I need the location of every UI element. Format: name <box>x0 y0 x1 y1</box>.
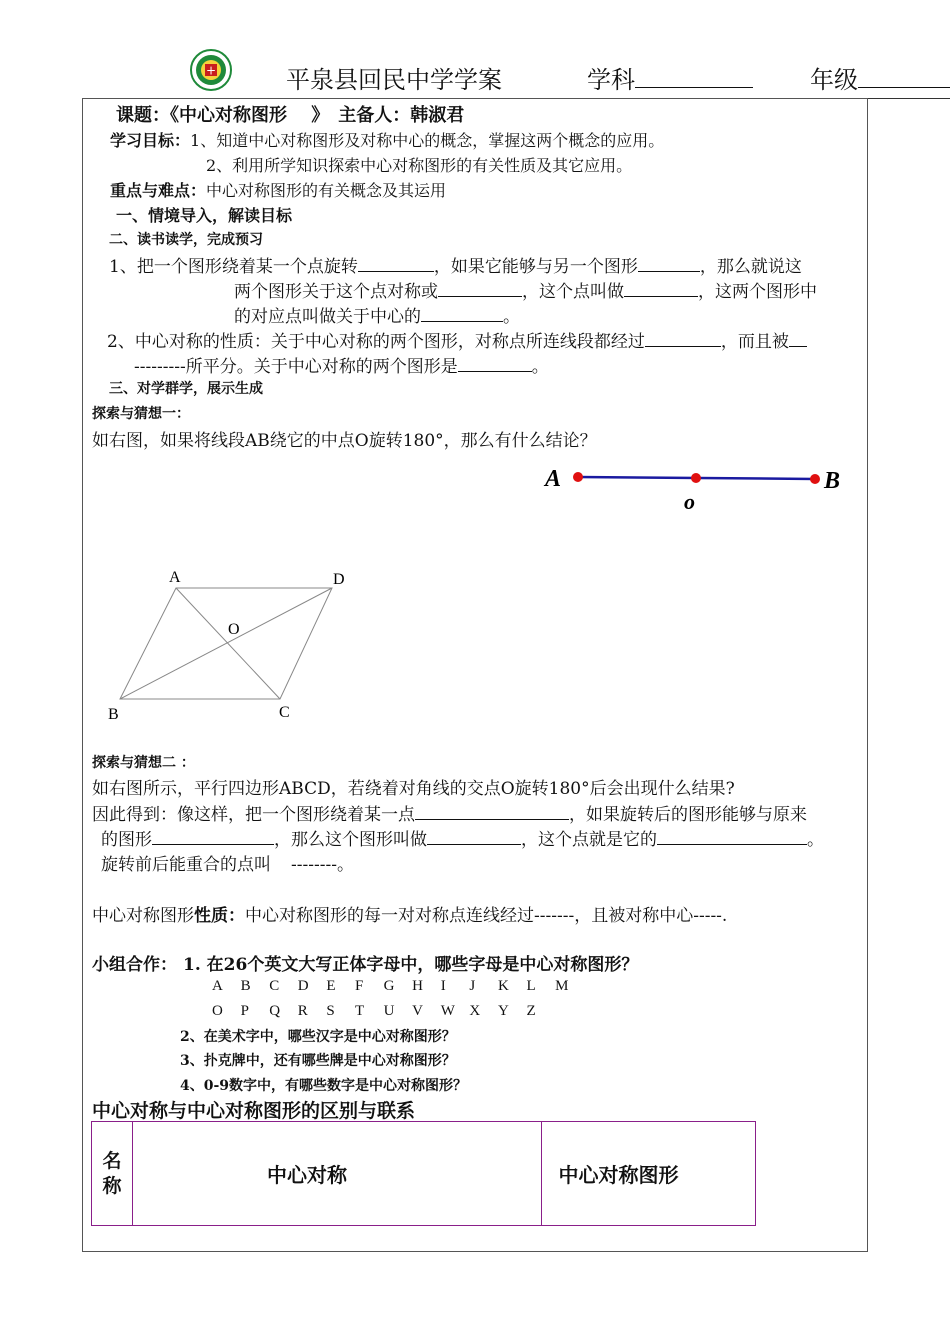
central-symmetric-figure-cell: 中心对称图形 <box>542 1122 756 1226</box>
name-cell <box>92 1122 133 1226</box>
school-title: 平泉县回民中学学案 <box>286 66 502 94</box>
e2-blank-1 <box>415 801 569 820</box>
vertex-o: O <box>228 621 240 638</box>
label-b: B <box>824 468 841 494</box>
letter: L <box>526 978 536 994</box>
letter: H <box>412 978 423 994</box>
q1-blank-4 <box>624 278 698 297</box>
e2-blank-2 <box>152 826 274 845</box>
goals-line-1 <box>110 128 664 151</box>
q2-blank-3 <box>458 353 532 372</box>
explore2-line1 <box>92 800 807 825</box>
e2-part-5: ，这个点就是它的 <box>521 830 657 850</box>
explore2-line2 <box>101 825 824 850</box>
explore1-title: 探索与猜想一： <box>92 406 190 422</box>
q1-blank-3 <box>438 278 522 297</box>
q1-part-h: 。 <box>503 307 520 327</box>
q2-part-b: ，而且被 <box>720 332 789 352</box>
q2-part-a: 2、中心对称的性质：关于中心对称的两个图形，对称点所连线段都经过 <box>107 332 645 352</box>
explore2-title: 探索与猜想二 ： <box>92 755 195 771</box>
vertex-b: B <box>108 706 119 723</box>
compare-table <box>91 1121 756 1226</box>
letter: J <box>469 978 476 994</box>
letter: U <box>383 1003 395 1019</box>
letter: M <box>555 978 569 994</box>
vertex-c: C <box>279 704 290 721</box>
group-q3: 3、扑克牌中，还有哪些牌是中心对称图形？ <box>180 1053 456 1069</box>
subject-text: 学科 <box>587 66 635 94</box>
central-symmetry-cell: 中心对称 <box>133 1122 542 1226</box>
preview-q2-line2 <box>134 352 549 377</box>
diagonal-bd <box>120 588 332 699</box>
subject-blank <box>635 62 753 88</box>
letter: I <box>440 978 446 994</box>
e2-dashes: -------- <box>291 855 337 875</box>
goals-label: 学习目标： <box>110 131 191 150</box>
letter: G <box>383 978 395 994</box>
letter: V <box>412 1003 423 1019</box>
e2-part-3: 的图形 <box>101 830 152 850</box>
school-logo <box>190 49 232 91</box>
q1-part-d: 两个图形关于这个点对称或 <box>234 282 438 302</box>
q1-blank-1 <box>358 253 434 272</box>
letter: E <box>326 978 336 994</box>
q1-part-b: ，如果它能够与另一个图形 <box>433 257 638 277</box>
e2-part-9: 。 <box>336 855 354 875</box>
property-prefix: 中心对称图形 <box>92 906 194 926</box>
letter: O <box>212 1003 223 1019</box>
property-line <box>92 901 727 926</box>
letters-row-1 <box>212 975 584 995</box>
q1-blank-2 <box>638 253 700 272</box>
preview-q1-line1 <box>109 252 802 277</box>
letter: W <box>440 1003 455 1019</box>
grade-label <box>810 60 950 95</box>
letter: K <box>497 978 509 994</box>
explore2-question: 如右图所示，平行四边形ABCD，若绕着对角线的交点O旋转180°后会出现什么结果? <box>92 779 735 799</box>
parallelogram-figure <box>100 560 360 730</box>
section-3: 三、对学群学，展示生成 <box>109 381 263 397</box>
group-line <box>92 950 638 975</box>
section-2: 二、读书读学，完成预习 <box>109 232 263 248</box>
letter: S <box>326 1003 335 1019</box>
q2-part-d: 所平分。关于中心对称的两个图形是 <box>185 357 458 377</box>
q2-blank-1 <box>645 328 721 347</box>
preview-q1-line2 <box>234 277 817 302</box>
letter: A <box>212 978 223 994</box>
explore2-line3 <box>101 850 354 875</box>
q1-blank-5 <box>421 303 503 322</box>
e2-part-6: 。 <box>807 830 824 850</box>
letter: X <box>469 1003 481 1019</box>
q1-part-g: 的对应点叫做关于中心的 <box>234 307 421 327</box>
group-label: 小组合作： <box>92 955 177 975</box>
property-text: 中心对称图形的每一对对称点连线经过-------，且被对称中心-----. <box>245 906 728 926</box>
label-a: A <box>545 466 562 492</box>
point-o <box>691 473 701 483</box>
q2-part-e: 。 <box>531 357 549 377</box>
grade-text: 年级 <box>810 66 858 94</box>
letter: B <box>240 978 251 994</box>
key-points <box>110 178 446 201</box>
lesson-topic: 课题：《中心对称图形 》 主备人：韩淑君 <box>116 105 465 126</box>
grade-blank <box>858 62 950 88</box>
letters-row-2 <box>212 1000 555 1020</box>
q1-part-f: ，这两个图形中 <box>698 282 817 302</box>
table-row <box>92 1122 756 1226</box>
key-label: 重点与难点： <box>110 181 207 200</box>
goal-2: 2、利用所学知识探索中心对称图形的有关性质及其它应用。 <box>206 156 633 175</box>
preview-q2-line1 <box>107 327 807 352</box>
vertex-a: A <box>169 569 181 586</box>
point-b <box>810 474 820 484</box>
e2-part-1: 因此得到：像这样，把一个图形绕着某一点 <box>92 805 415 825</box>
group-q1: 1. 在26个英文大写正体字母中，哪些字母是中心对称图形？ <box>183 955 639 975</box>
vertex-d: D <box>333 571 345 588</box>
q2-dashes: --------- <box>134 357 186 377</box>
q1-part-a: 1、把一个图形绕着某一个点旋转 <box>109 257 358 277</box>
letter: Q <box>269 1003 281 1019</box>
letter: D <box>297 978 309 994</box>
group-q4: 4、0-9数字中，有哪些数字是中心对称图形？ <box>180 1078 468 1094</box>
q2-blank-2 <box>789 328 807 347</box>
compare-title: 中心对称与中心对称图形的区别与联系 <box>92 1100 416 1122</box>
diagonal-ac <box>176 588 280 699</box>
letter: R <box>297 1003 308 1019</box>
q1-part-e: ，这个点叫做 <box>522 282 624 302</box>
goal-1: 1、知道中心对称图形及对称中心的概念，掌握这两个概念的应用。 <box>190 131 665 150</box>
property-label: 性质： <box>194 906 245 926</box>
e2-blank-3 <box>427 826 521 845</box>
letter: C <box>269 978 280 994</box>
label-o: o <box>684 489 695 514</box>
point-a <box>573 472 583 482</box>
logo-glyph: + <box>205 63 217 78</box>
preview-q1-line3 <box>234 302 520 327</box>
e2-part-7: 旋转前后能重合的点叫 <box>101 855 271 875</box>
explore1-question: 如右图，如果将线段AB绕它的中点O旋转180°，那么有什么结论？ <box>92 431 597 451</box>
e2-part-2: ，如果旋转后的图形能够与原来 <box>569 805 807 825</box>
letter: Y <box>497 1003 509 1019</box>
key-text: 中心对称图形的有关概念及其运用 <box>206 181 447 200</box>
e2-blank-4 <box>657 826 807 845</box>
subject-label <box>587 60 753 95</box>
segment-ab-figure <box>540 460 850 520</box>
section-1: 一、情境导入，解读目标 <box>116 206 293 225</box>
e2-part-4: ，那么这个图形叫做 <box>274 830 427 850</box>
letter: T <box>354 1003 365 1019</box>
letter: F <box>354 978 364 994</box>
q1-part-c: ，那么就说这 <box>699 257 802 277</box>
letter: P <box>240 1003 249 1019</box>
name-cell-text: 名称 <box>102 1149 122 1197</box>
group-q2: 2、在美术字中，哪些汉字是中心对称图形？ <box>180 1029 456 1045</box>
letter: Z <box>526 1003 536 1019</box>
